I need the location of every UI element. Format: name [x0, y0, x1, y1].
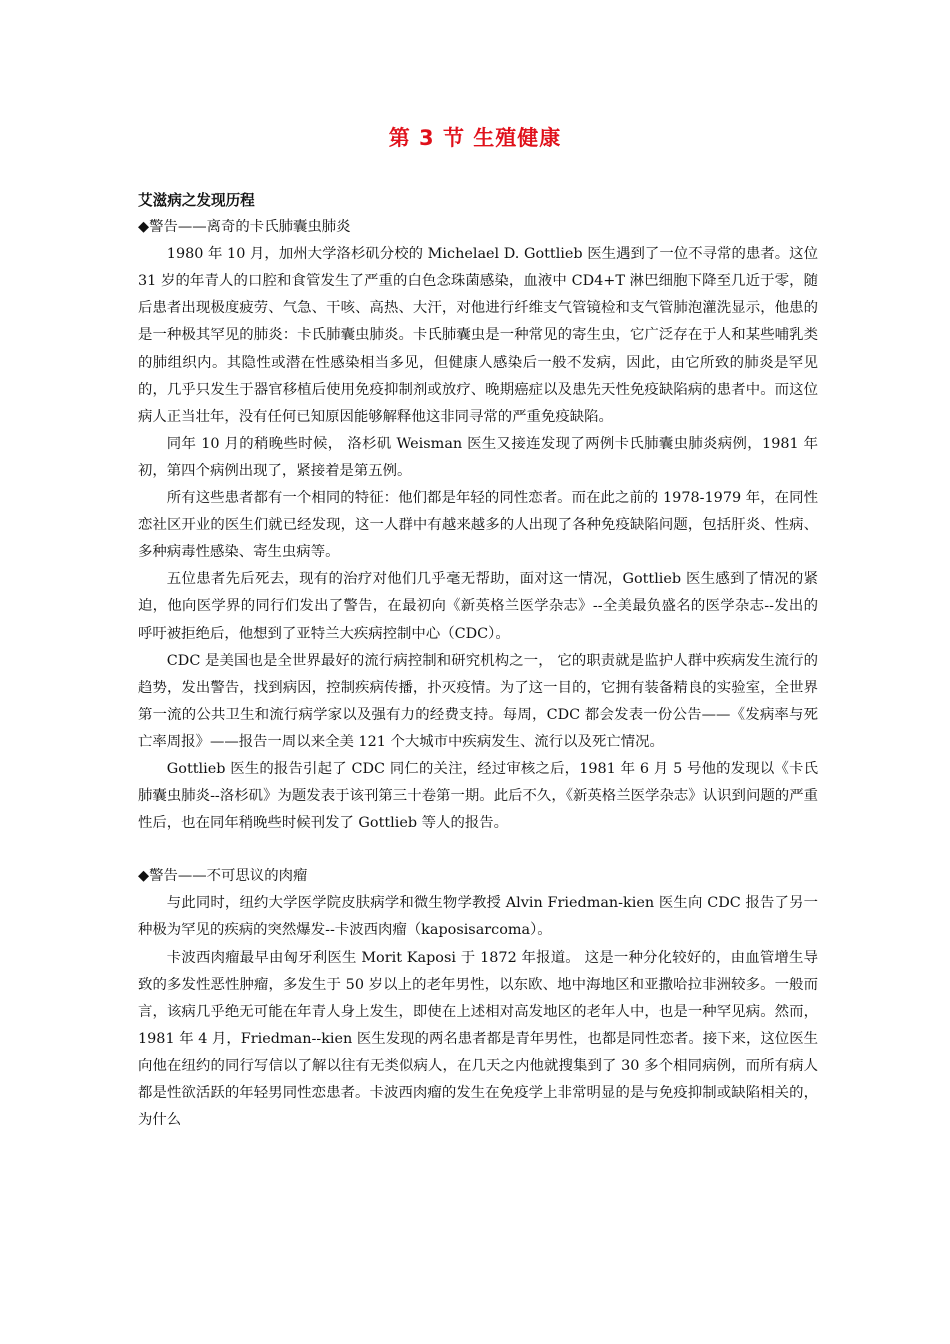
section-heading: 艾滋病之发现历程 — [138, 192, 255, 209]
paragraph: CDC 是美国也是全世界最好的流行病控制和研究机构之一， 它的职责就是监护人群中疾病发生流行的趋势，发出警告，找到病因，控制疾病传播，扑灭疫情。为了这一目的，它拥有装备精良的实验室，全世界第一流的公共卫生和流行病学家以及强有力的经费支持。每周，CDC 都会发表一份公告——《发病率与死亡率周报》——报告一周以来全美 121 个大城市中疾病发生、流行以及死亡情况。 — [138, 652, 818, 750]
subheading-warning-pneumonia: ◆警告——离奇的卡氏肺囊虫肺炎 — [138, 219, 351, 236]
paragraph: Gottlieb 医生的报告引起了 CDC 同仁的关注，经过审核之后，1981 年 6 月 5 号他的发现以《卡氏肺囊虫肺炎--洛杉矶》为题发表于该刊第三十卷第一期。此后不久，《新英格兰医学杂志》认识到问题的严重性后，也在同年稍晚些时候刊发了 Gottlieb 等人的报告。 — [138, 760, 818, 832]
paragraph: 1980 年 10 月，加州大学洛杉矶分校的 Michelael D. Gottlieb 医生遇到了一位不寻常的患者。这位 31 岁的年青人的口腔和食管发生了严重的白色念珠菌感染，血液中 CD4+T 淋巴细胞下降至几近于零，随后患者出现极度疲劳、气急、干咳、高热、大汗，对他进行纤维支气管镜检和支气管肺泡灌洗显示，他患的是一种极其罕见的肺炎：卡氏肺囊虫肺炎。卡氏肺囊虫是一种常见的寄生虫，它广泛存在于人和某些哺乳类的肺组织内。其隐性或潜在性感染相当多见，但健康人感染后一般不发病，因此，由它所致的肺炎是罕见的，几乎只发生于器官移植后使用免疫抑制剂或放疗、晚期癌症以及患先天性免疫缺陷病的患者中。而这位病人正当壮年，没有任何已知原因能够解释他这非同寻常的严重免疫缺陷。 — [138, 246, 818, 425]
document-body — [138, 187, 818, 1134]
paragraph: 卡波西肉瘤最早由匈牙利医生 Morit Kaposi 于 1872 年报道。 这是一种分化较好的，由血管增生导致的多发性恶性肿瘤，多发生于 50 岁以上的老年男性，以东欧、地中海地区和亚撒哈拉非洲较多。一般而言，该病几乎绝无可能在年青人身上发生，即使在上述相对高发地区的老年人中，也是一种罕见病。然而，1981 年 4 月，Friedman--kien 医生发现的两名患者都是青年男性，也都是同性恋者。接下来，这位医生向他在纽约的同行写信以了解以往有无类似病人，在几天之内他就搜集到了 30 多个相同病例，而所有病人都是性欲活跃的年轻男同性恋患者。卡波西肉瘤的发生在免疫学上非常明显的是与免疫抑制或缺陷相关的，为什么 — [138, 949, 818, 1129]
paragraph: 与此同时，纽约大学医学院皮肤病学和微生物学教授 Alvin Friedman-kien 医生向 CDC 报告了另一种极为罕见的疾病的突然爆发--卡波西肉瘤（kaposisarcoma）。 — [138, 895, 818, 939]
paragraph: 同年 10 月的稍晚些时候， 洛杉矶 Weisman 医生又接连发现了两例卡氏肺囊虫肺炎病例，1981 年初，第四个病例出现了，紧接着是第五例。 — [138, 435, 818, 479]
paragraph: 五位患者先后死去，现有的治疗对他们几乎毫无帮助，面对这一情况，Gottlieb 医生感到了情况的紧迫，他向医学界的同行们发出了警告，在最初向《新英格兰医学杂志》--全美最负盛名的医学杂志--发出的呼吁被拒绝后，他想到了亚特兰大疾病控制中心（CDC）。 — [138, 571, 818, 642]
paragraph-spacer — [138, 837, 818, 863]
subheading-warning-sarcoma: ◆警告——不可思议的肉瘤 — [138, 868, 308, 885]
paragraph: 所有这些患者都有一个相同的特征：他们都是年轻的同性恋者。而在此之前的 1978-1979 年，在同性恋社区开业的医生们就已经发现，这一人群中有越来越多的人出现了各种免疫缺陷问题，包括肝炎、性病、多种病毒性感染、寄生虫病等。 — [138, 490, 818, 561]
page-title: 第 3 节 生殖健康 — [388, 126, 562, 150]
